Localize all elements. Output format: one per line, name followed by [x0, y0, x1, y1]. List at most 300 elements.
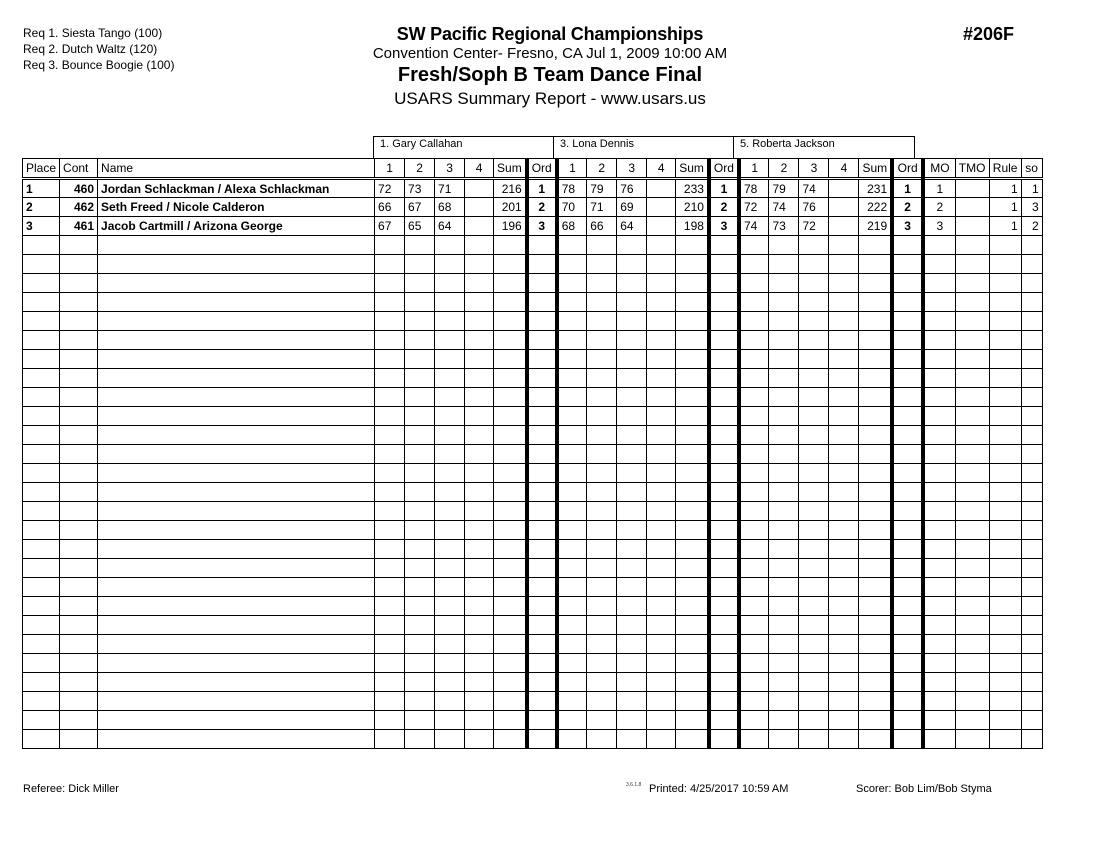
empty-cell [859, 654, 892, 673]
empty-cell [676, 236, 709, 255]
empty-cell [617, 597, 647, 616]
empty-cell [98, 616, 375, 635]
empty-cell [923, 464, 955, 483]
empty-cell [527, 388, 557, 407]
empty-cell [527, 673, 557, 692]
empty-cell [799, 578, 829, 597]
empty-cell [647, 711, 676, 730]
empty-cell [375, 673, 405, 692]
empty-cell [799, 635, 829, 654]
empty-cell [494, 540, 527, 559]
empty-cell [923, 331, 955, 350]
empty-cell [435, 540, 465, 559]
empty-cell [60, 388, 98, 407]
empty-cell [557, 464, 587, 483]
col-j2-s2: 2 [587, 159, 617, 179]
empty-cell [60, 426, 98, 445]
empty-cell [435, 331, 465, 350]
empty-cell [494, 483, 527, 502]
empty-cell [989, 483, 1021, 502]
empty-cell [527, 597, 557, 616]
empty-cell [1021, 350, 1042, 369]
empty-cell [494, 407, 527, 426]
empty-cell [587, 540, 617, 559]
empty-cell [799, 521, 829, 540]
empty-cell [98, 464, 375, 483]
empty-cell [98, 578, 375, 597]
name-cell: Jacob Cartmill / Arizona George [98, 217, 375, 236]
empty-cell [989, 445, 1021, 464]
empty-cell [587, 312, 617, 331]
judge1-score-cell: 73 [405, 179, 435, 198]
empty-cell [435, 274, 465, 293]
empty-cell [587, 350, 617, 369]
cont-cell: 460 [60, 179, 98, 198]
empty-cell [435, 445, 465, 464]
empty-cell [923, 673, 955, 692]
empty-cell [494, 635, 527, 654]
rule-cell: 1 [989, 179, 1021, 198]
empty-cell [923, 711, 955, 730]
empty-cell [587, 388, 617, 407]
empty-cell [1021, 521, 1042, 540]
judge1-score-cell: 71 [435, 179, 465, 198]
empty-cell [60, 578, 98, 597]
empty-cell [923, 426, 955, 445]
empty-cell [587, 654, 617, 673]
empty-cell [739, 312, 769, 331]
empty-cell [892, 673, 923, 692]
empty-cell [989, 692, 1021, 711]
empty-cell [527, 407, 557, 426]
empty-cell [676, 312, 709, 331]
empty-cell [676, 483, 709, 502]
empty-cell [859, 388, 892, 407]
empty-cell [557, 654, 587, 673]
empty-cell [923, 236, 955, 255]
empty-cell [859, 331, 892, 350]
empty-cell [799, 445, 829, 464]
empty-row [23, 236, 1043, 255]
empty-cell [435, 236, 465, 255]
empty-cell [617, 388, 647, 407]
empty-cell [617, 331, 647, 350]
empty-cell [739, 673, 769, 692]
empty-cell [435, 388, 465, 407]
empty-cell [557, 255, 587, 274]
empty-cell [465, 654, 494, 673]
empty-cell [435, 559, 465, 578]
empty-cell [829, 673, 859, 692]
empty-cell [859, 673, 892, 692]
empty-cell [587, 331, 617, 350]
empty-cell [60, 236, 98, 255]
empty-cell [98, 407, 375, 426]
empty-cell [1021, 578, 1042, 597]
empty-cell [769, 388, 799, 407]
event-name: Fresh/Soph B Team Dance Final [397, 64, 703, 86]
empty-cell [98, 654, 375, 673]
judge3-score-cell: 72 [799, 217, 829, 236]
table-header-row [23, 159, 1043, 179]
empty-cell [435, 578, 465, 597]
mo-cell: 1 [923, 179, 955, 198]
empty-cell [494, 274, 527, 293]
empty-cell [676, 673, 709, 692]
empty-cell [1021, 312, 1042, 331]
empty-cell [829, 331, 859, 350]
empty-cell [23, 236, 60, 255]
empty-cell [405, 711, 435, 730]
empty-cell [405, 445, 435, 464]
empty-cell [587, 711, 617, 730]
empty-cell [527, 692, 557, 711]
empty-cell [617, 426, 647, 445]
empty-cell [23, 445, 60, 464]
empty-cell [923, 369, 955, 388]
empty-cell [892, 464, 923, 483]
empty-cell [435, 673, 465, 692]
empty-cell [405, 730, 435, 749]
empty-cell [709, 635, 739, 654]
empty-cell [739, 711, 769, 730]
col-j1-ord: Ord [527, 159, 557, 179]
empty-cell [465, 464, 494, 483]
version-label: 3.6.1.8 [626, 782, 642, 788]
judge1-sum-cell: 201 [494, 198, 527, 217]
empty-cell [405, 578, 435, 597]
empty-cell [405, 388, 435, 407]
empty-cell [923, 635, 955, 654]
empty-cell [617, 236, 647, 255]
col-tmo: TMO [955, 159, 989, 179]
empty-cell [587, 730, 617, 749]
empty-cell [709, 445, 739, 464]
judge2-score-cell: 64 [617, 217, 647, 236]
empty-cell [739, 730, 769, 749]
empty-cell [859, 559, 892, 578]
empty-cell [829, 445, 859, 464]
col-name: Name [98, 159, 375, 179]
empty-cell [955, 464, 989, 483]
empty-cell [494, 350, 527, 369]
empty-cell [892, 597, 923, 616]
empty-cell [465, 559, 494, 578]
empty-cell [647, 255, 676, 274]
empty-cell [923, 521, 955, 540]
empty-row [23, 350, 1043, 369]
empty-cell [676, 578, 709, 597]
empty-cell [587, 578, 617, 597]
col-j1-s4: 4 [465, 159, 494, 179]
empty-cell [859, 635, 892, 654]
empty-cell [375, 445, 405, 464]
empty-cell [60, 274, 98, 293]
empty-cell [989, 654, 1021, 673]
empty-cell [739, 350, 769, 369]
judge3-ord-cell: 2 [892, 198, 923, 217]
empty-cell [892, 350, 923, 369]
empty-row [23, 407, 1043, 426]
empty-cell [769, 293, 799, 312]
judge1-score-cell [465, 179, 494, 198]
name-cell: Seth Freed / Nicole Calderon [98, 198, 375, 217]
judge2-score-cell [647, 179, 676, 198]
empty-cell [955, 673, 989, 692]
empty-cell [829, 388, 859, 407]
empty-cell [647, 654, 676, 673]
empty-cell [989, 369, 1021, 388]
empty-cell [892, 654, 923, 673]
empty-cell [375, 255, 405, 274]
empty-cell [60, 369, 98, 388]
empty-cell [923, 350, 955, 369]
empty-cell [859, 597, 892, 616]
requirement-1: Req 1. Siesta Tango (100) [23, 26, 163, 40]
judge2-sum-cell: 198 [676, 217, 709, 236]
empty-cell [799, 483, 829, 502]
empty-cell [587, 521, 617, 540]
empty-cell [739, 255, 769, 274]
empty-row [23, 673, 1043, 692]
empty-cell [375, 616, 405, 635]
empty-row [23, 540, 1043, 559]
empty-cell [494, 616, 527, 635]
empty-cell [1021, 426, 1042, 445]
empty-cell [98, 312, 375, 331]
empty-cell [494, 293, 527, 312]
empty-cell [769, 597, 799, 616]
empty-cell [829, 407, 859, 426]
empty-cell [739, 483, 769, 502]
judge1-score-cell: 64 [435, 217, 465, 236]
empty-cell [647, 578, 676, 597]
empty-cell [60, 521, 98, 540]
empty-cell [587, 692, 617, 711]
empty-cell [829, 616, 859, 635]
empty-cell [375, 578, 405, 597]
empty-cell [494, 426, 527, 445]
empty-cell [587, 635, 617, 654]
empty-cell [60, 483, 98, 502]
empty-cell [405, 616, 435, 635]
empty-cell [647, 464, 676, 483]
empty-cell [799, 673, 829, 692]
empty-cell [1021, 635, 1042, 654]
judge2-score-cell: 66 [587, 217, 617, 236]
empty-cell [955, 331, 989, 350]
empty-cell [955, 559, 989, 578]
empty-cell [617, 635, 647, 654]
empty-cell [494, 369, 527, 388]
empty-cell [1021, 293, 1042, 312]
empty-cell [375, 350, 405, 369]
empty-cell [435, 426, 465, 445]
empty-cell [587, 616, 617, 635]
empty-cell [739, 388, 769, 407]
empty-cell [405, 274, 435, 293]
empty-cell [769, 673, 799, 692]
empty-cell [829, 274, 859, 293]
empty-cell [465, 369, 494, 388]
empty-cell [859, 236, 892, 255]
empty-row [23, 483, 1043, 502]
empty-cell [955, 502, 989, 521]
empty-cell [923, 692, 955, 711]
empty-cell [405, 236, 435, 255]
empty-cell [709, 692, 739, 711]
empty-cell [98, 483, 375, 502]
empty-cell [769, 369, 799, 388]
empty-cell [739, 654, 769, 673]
empty-cell [829, 369, 859, 388]
empty-cell [739, 540, 769, 559]
empty-cell [375, 540, 405, 559]
empty-cell [98, 369, 375, 388]
empty-cell [989, 559, 1021, 578]
venue-line: Convention Center- Fresno, CA Jul 1, 2009 10:00 AM [372, 45, 728, 62]
empty-cell [465, 255, 494, 274]
empty-cell [60, 293, 98, 312]
empty-cell [617, 673, 647, 692]
empty-cell [923, 293, 955, 312]
empty-cell [989, 255, 1021, 274]
empty-cell [375, 559, 405, 578]
empty-cell [527, 483, 557, 502]
empty-cell [617, 616, 647, 635]
empty-cell [23, 388, 60, 407]
empty-cell [60, 559, 98, 578]
empty-cell [989, 274, 1021, 293]
empty-cell [587, 236, 617, 255]
empty-cell [799, 654, 829, 673]
empty-cell [859, 293, 892, 312]
empty-cell [892, 616, 923, 635]
empty-cell [955, 616, 989, 635]
empty-cell [676, 464, 709, 483]
judge3-sum-cell: 222 [859, 198, 892, 217]
empty-cell [676, 255, 709, 274]
empty-cell [676, 407, 709, 426]
empty-cell [465, 388, 494, 407]
empty-cell [769, 255, 799, 274]
empty-cell [989, 312, 1021, 331]
empty-cell [527, 730, 557, 749]
empty-cell [769, 502, 799, 521]
empty-cell [465, 426, 494, 445]
empty-cell [955, 293, 989, 312]
empty-cell [923, 274, 955, 293]
empty-cell [709, 388, 739, 407]
judge2-score-cell: 79 [587, 179, 617, 198]
empty-cell [769, 331, 799, 350]
empty-cell [527, 711, 557, 730]
empty-cell [465, 293, 494, 312]
empty-cell [799, 730, 829, 749]
empty-cell [647, 635, 676, 654]
empty-cell [557, 502, 587, 521]
empty-cell [769, 730, 799, 749]
empty-cell [955, 521, 989, 540]
empty-cell [709, 331, 739, 350]
empty-cell [617, 654, 647, 673]
empty-cell [405, 692, 435, 711]
empty-cell [98, 331, 375, 350]
empty-cell [527, 464, 557, 483]
judge2-score-cell [647, 198, 676, 217]
empty-cell [676, 711, 709, 730]
empty-cell [98, 521, 375, 540]
empty-cell [989, 293, 1021, 312]
empty-cell [799, 312, 829, 331]
empty-cell [709, 521, 739, 540]
empty-cell [799, 255, 829, 274]
col-j2-s3: 3 [617, 159, 647, 179]
empty-cell [98, 711, 375, 730]
place-cell: 3 [23, 217, 60, 236]
judge-3-header: 5. Roberta Jackson [733, 136, 915, 158]
empty-cell [647, 597, 676, 616]
empty-cell [769, 274, 799, 293]
judge1-score-cell: 65 [405, 217, 435, 236]
empty-cell [375, 331, 405, 350]
col-j3-sum: Sum [859, 159, 892, 179]
empty-cell [647, 388, 676, 407]
empty-cell [23, 274, 60, 293]
empty-cell [60, 730, 98, 749]
empty-cell [859, 445, 892, 464]
empty-cell [617, 483, 647, 502]
empty-cell [23, 502, 60, 521]
empty-cell [676, 445, 709, 464]
empty-cell [676, 616, 709, 635]
judge3-sum-cell: 231 [859, 179, 892, 198]
empty-cell [375, 635, 405, 654]
empty-cell [799, 711, 829, 730]
empty-cell [923, 730, 955, 749]
empty-cell [435, 616, 465, 635]
empty-cell [465, 350, 494, 369]
empty-cell [23, 673, 60, 692]
results-table [22, 158, 1043, 749]
empty-cell [617, 521, 647, 540]
empty-cell [465, 730, 494, 749]
empty-cell [989, 236, 1021, 255]
empty-cell [527, 654, 557, 673]
empty-cell [1021, 654, 1042, 673]
empty-cell [709, 540, 739, 559]
empty-cell [955, 483, 989, 502]
empty-cell [617, 312, 647, 331]
empty-cell [405, 464, 435, 483]
empty-row [23, 464, 1043, 483]
col-rule: Rule [989, 159, 1021, 179]
empty-cell [709, 293, 739, 312]
empty-cell [647, 445, 676, 464]
empty-cell [60, 711, 98, 730]
empty-cell [709, 350, 739, 369]
empty-cell [676, 559, 709, 578]
empty-cell [375, 483, 405, 502]
empty-cell [892, 540, 923, 559]
empty-cell [676, 388, 709, 407]
empty-cell [829, 711, 859, 730]
empty-cell [892, 730, 923, 749]
empty-cell [709, 597, 739, 616]
so-cell: 3 [1021, 198, 1042, 217]
judge3-score-cell: 76 [799, 198, 829, 217]
empty-cell [527, 312, 557, 331]
